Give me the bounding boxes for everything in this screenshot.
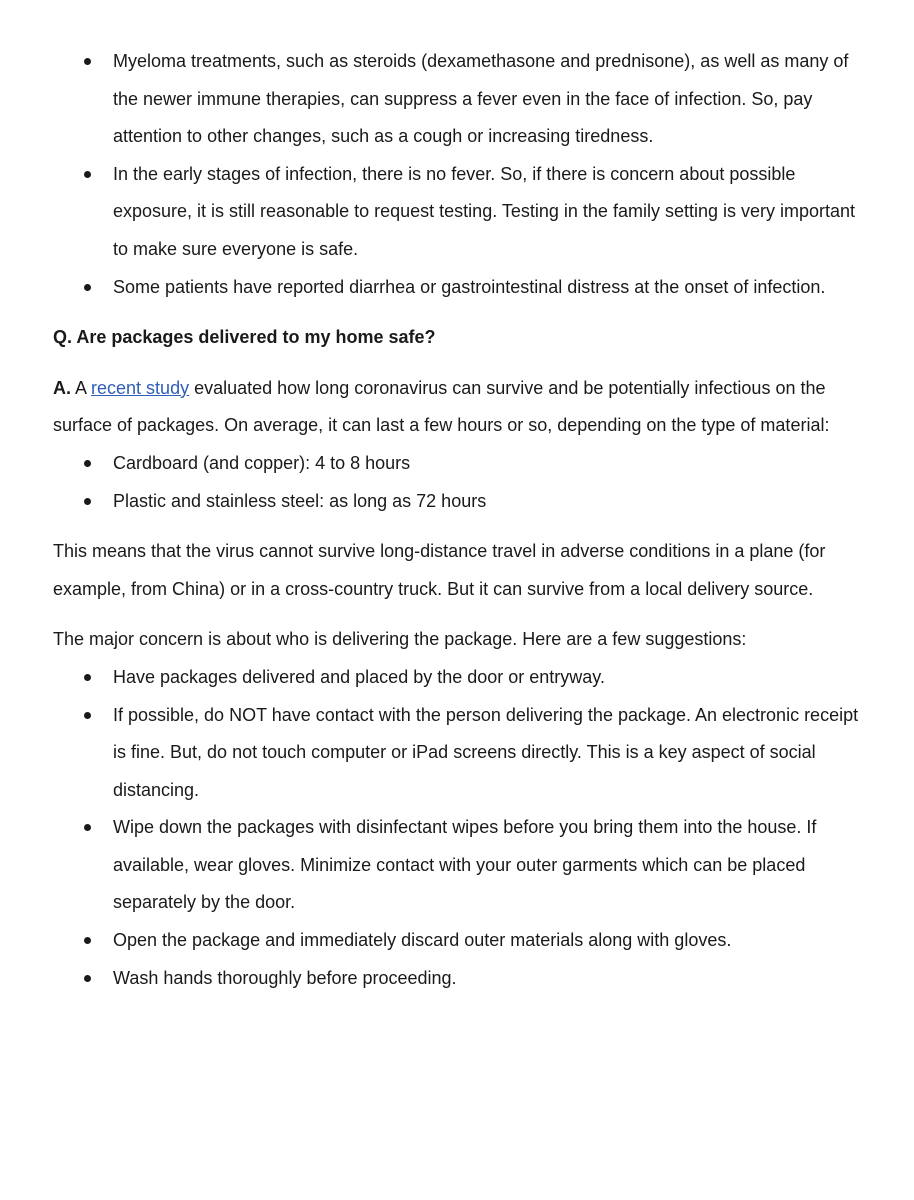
list-item-text: In the early stages of infection, there is no fever. So, if there is concern about possible exposure, it is still reasonable to request testing. Testing in the family setting is very important to make sure everyone is safe. [113,163,856,259]
list-item [53,659,874,697]
list-item [53,960,874,998]
bullet-icon [84,460,91,467]
list-item-text: Cardboard (and copper): 4 to 8 hours [113,452,411,473]
question-heading: Q. Are packages delivered to my home safe? [53,327,436,348]
list-item-text: Wipe down the packages with disinfectant wipes before you bring them into the house. If available, wear gloves. Minimize contact with your outer garments which can be placed separately by the door. [113,817,817,913]
symptom-bullet-list [53,43,874,306]
bullet-icon [84,824,91,831]
list-item [53,697,874,810]
bullet-icon [84,58,91,65]
list-item-text: If possible, do NOT have contact with the person delivering the package. An electronic receipt is fine. But, do not touch computer or iPad screens directly. This is a key aspect of social distancing. [113,704,859,800]
list-item [53,43,874,156]
bullet-icon [84,975,91,982]
bullet-icon [84,171,91,178]
list-item-text: Wash hands thoroughly before proceeding. [113,967,457,988]
list-item-text: Plastic and stainless steel: as long as 72 hours [113,490,487,511]
concern-paragraph: The major concern is about who is delivering the package. Here are a few suggestions: [53,629,747,650]
list-item-text: Myeloma treatments, such as steroids (dexamethasone and prednisone), as well as many of the newer immune therapies, can suppress a fever even in the face of infection. So, pay attention to other changes, such as a cough or increasing tiredness. [113,51,849,147]
answer-prefix: A [71,377,92,398]
travel-paragraph: This means that the virus cannot survive long-distance travel in adverse conditions in a plane (for example, from China) or in a cross-country truck. But it can survive from a local delivery source. [53,541,826,599]
list-item-text: Some patients have reported diarrhea or gastrointestinal distress at the onset of infection. [113,276,826,297]
list-item [53,483,874,521]
bullet-icon [84,712,91,719]
list-item [53,922,874,960]
list-item [53,809,874,922]
suggestion-bullet-list [53,659,874,997]
list-item [53,269,874,307]
recent-study-link[interactable]: recent study [91,377,190,398]
bullet-icon [84,498,91,505]
answer-paragraph [53,370,874,445]
bullet-icon [84,674,91,681]
bullet-icon [84,284,91,291]
answer-label: A. [53,377,71,398]
bullet-icon [84,937,91,944]
list-item [53,445,874,483]
list-item-text: Open the package and immediately discard outer materials along with gloves. [113,930,732,951]
answer-text: evaluated how long coronavirus can survive and be potentially infectious on the surface of packages. On average, it can last a few hours or so, depending on the type of material: [53,377,830,436]
material-bullet-list [53,445,874,520]
list-item [53,156,874,269]
list-item-text: Have packages delivered and placed by the door or entryway. [113,666,605,687]
